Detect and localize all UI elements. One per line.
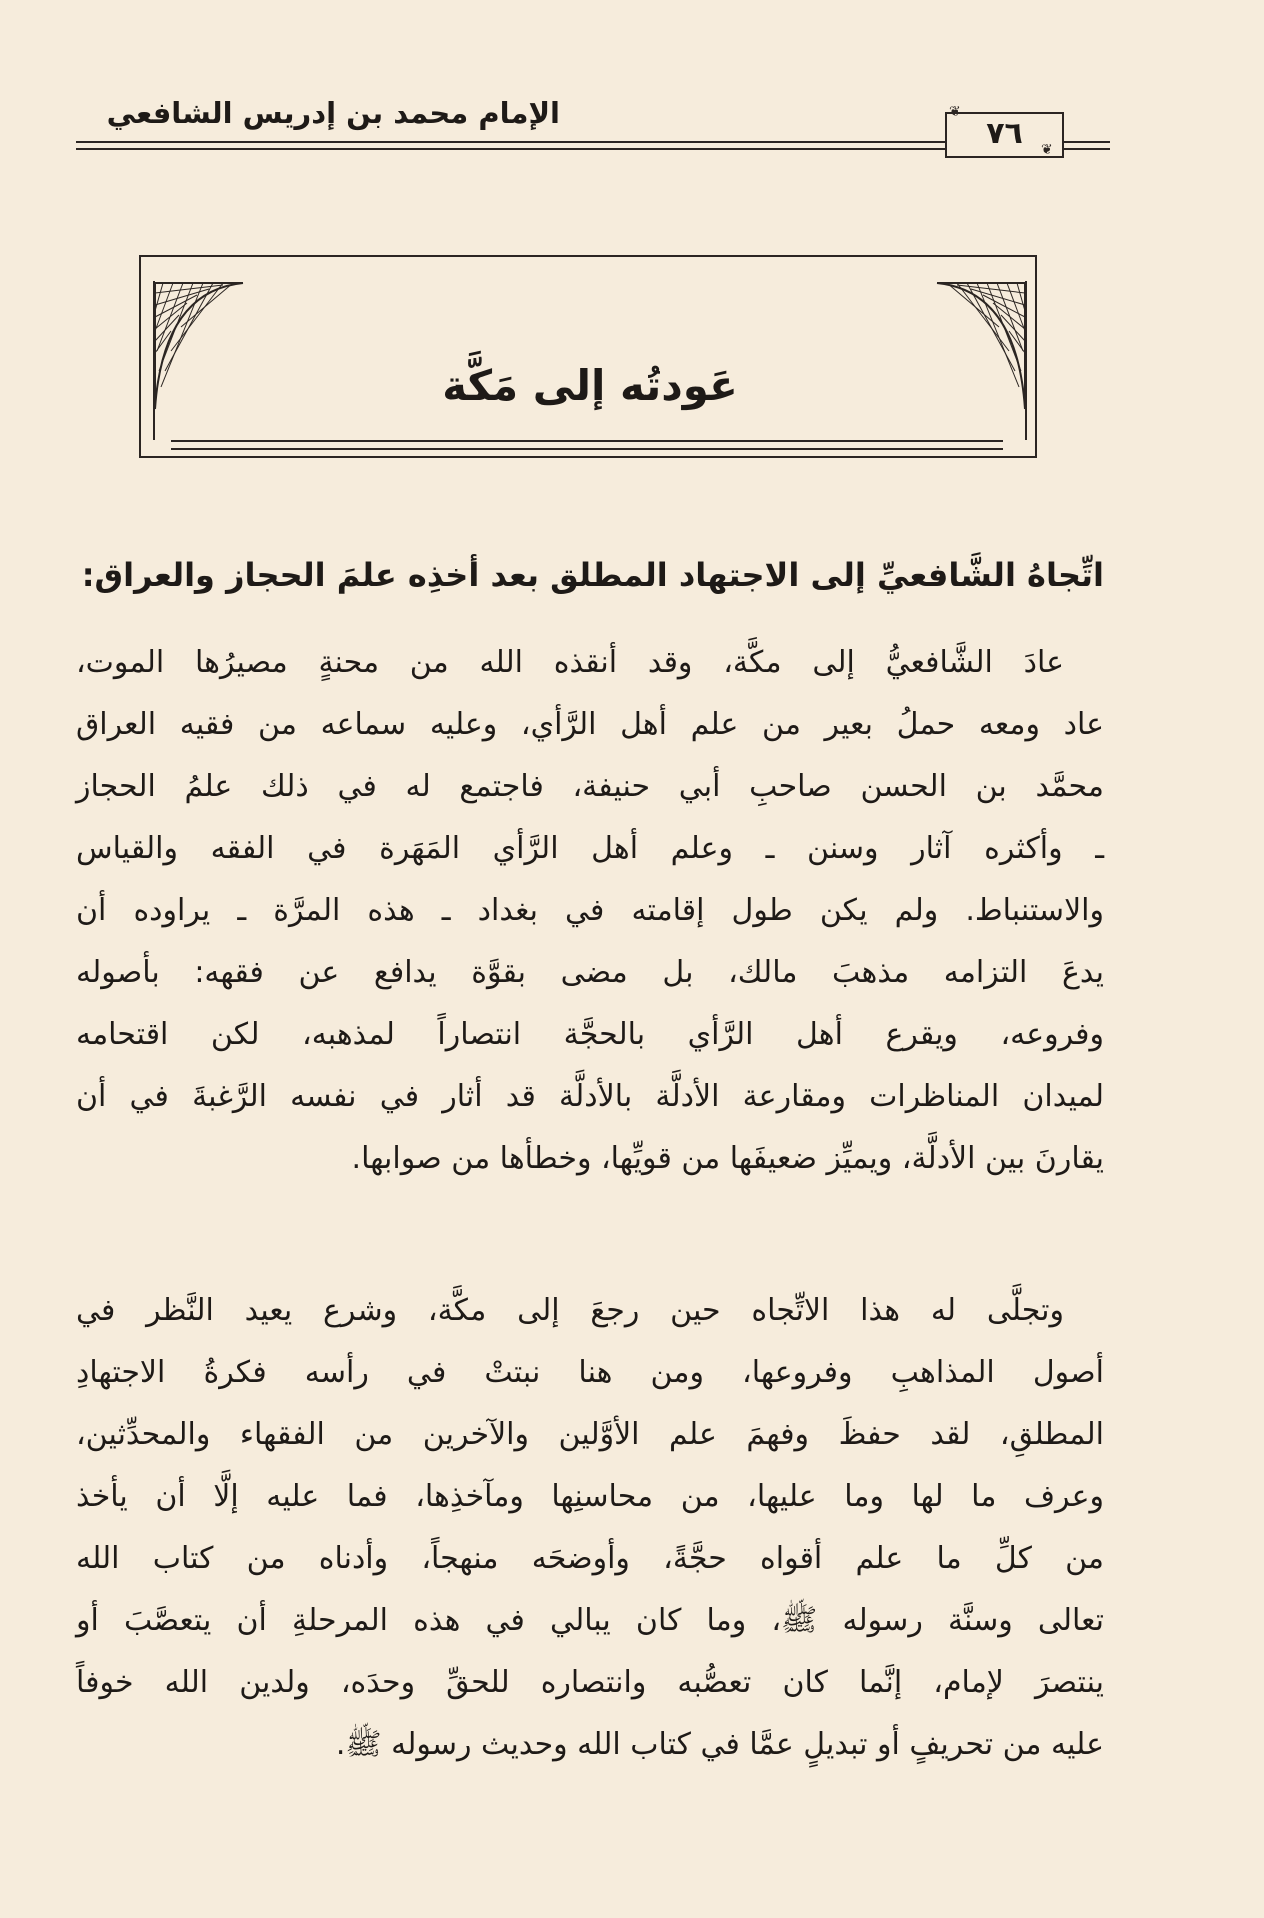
text-line: يدعَ التزامه مذهبَ مالك، بل مضى بقوَّة يدافع عن فقهه: بأصوله (76, 955, 1104, 990)
text-line: لميدان المناظرات ومقارعة الأدلَّة بالأدلَّة قد أثار في نفسه الرَّغبةَ في أن (76, 1079, 1104, 1114)
chapter-title: عَودتُه إلى مَكَّة (442, 361, 738, 410)
running-header (76, 90, 1110, 160)
text-line: ينتصرَ لإمام، إنَّما كان تعصُّبه وانتصاره للحقِّ وحدَه، ولدين الله خوفاً (76, 1665, 1104, 1700)
page-number: ٧٦ (986, 116, 1023, 151)
text-line: يقارنَ بين الأدلَّة، ويميِّز ضعيفَها من قويِّها، وخطأها من صوابها. (351, 1141, 1104, 1176)
chapter-title-base-rule (171, 440, 1003, 450)
text-line: وتجلَّى له هذا الاتِّجاه حين رجعَ إلى مكَّة، وشرع يعيد النَّظر في (76, 1293, 1064, 1328)
paragraph-2 (76, 1280, 1104, 1776)
text-line: ـ وأكثره آثار وسنن ـ وعلم أهل الرَّأي المَهَرة في الفقه والقياس (76, 831, 1104, 866)
text-line: أصول المذاهبِ وفروعها، ومن هنا نبتتْ في رأسه فكرةُ الاجتهادِ (76, 1355, 1104, 1390)
text-line: محمَّد بن الحسن صاحبِ أبي حنيفة، فاجتمع له في ذلك علمُ الحجاز (76, 769, 1104, 804)
paragraph-1 (76, 632, 1104, 1190)
book-title: الإمام محمد بن إدريس الشافعي (106, 96, 560, 130)
chapter-title-inner-frame (153, 281, 1027, 440)
text-line: وفروعه، ويقرع أهل الرَّأي بالحجَّة انتصاراً لمذهبه، لكن اقتحامه (76, 1017, 1104, 1052)
text-line: تعالى وسنَّة رسوله ﷺ، وما كان يبالي في هذه المرحلةِ أن يتعصَّبَ أو (76, 1603, 1104, 1638)
section-heading: اتِّجاهُ الشَّافعيِّ إلى الاجتهاد المطلق بعد أخذِه علمَ الحجاز والعراق: (81, 556, 1104, 594)
ornament-icon: ❦ (949, 104, 961, 120)
text-line: والاستنباط. ولم يكن طول إقامته في بغداد ـ هذه المرَّة ـ يراوده أن (76, 893, 1104, 928)
ornament-icon: ❦ (1041, 142, 1053, 158)
text-line: عليه من تحريفٍ أو تبديلٍ عمَّا في كتاب الله وحديث رسوله ﷺ. (335, 1727, 1104, 1762)
text-line: عاد ومعه حملُ بعير من علم أهل الرَّأي، وعليه سماعه من فقيه العراق (76, 707, 1104, 742)
chapter-title-frame (139, 255, 1037, 458)
text-line: عادَ الشَّافعيُّ إلى مكَّة، وقد أنقذه الله من محنةٍ مصيرُها الموت، (76, 645, 1064, 680)
text-line: وعرف ما لها وما عليها، من محاسنِها ومآخذِها، فما عليه إلَّا أن يأخذ (76, 1479, 1104, 1514)
text-line: المطلقِ، لقد حفظَ وفهمَ علم الأوَّلين والآخرين من الفقهاء والمحدِّثين، (76, 1417, 1104, 1452)
text-line: من كلِّ ما علم أقواه حجَّةً، وأوضحَه منهجاً، وأدناه من كتاب الله (76, 1541, 1104, 1576)
